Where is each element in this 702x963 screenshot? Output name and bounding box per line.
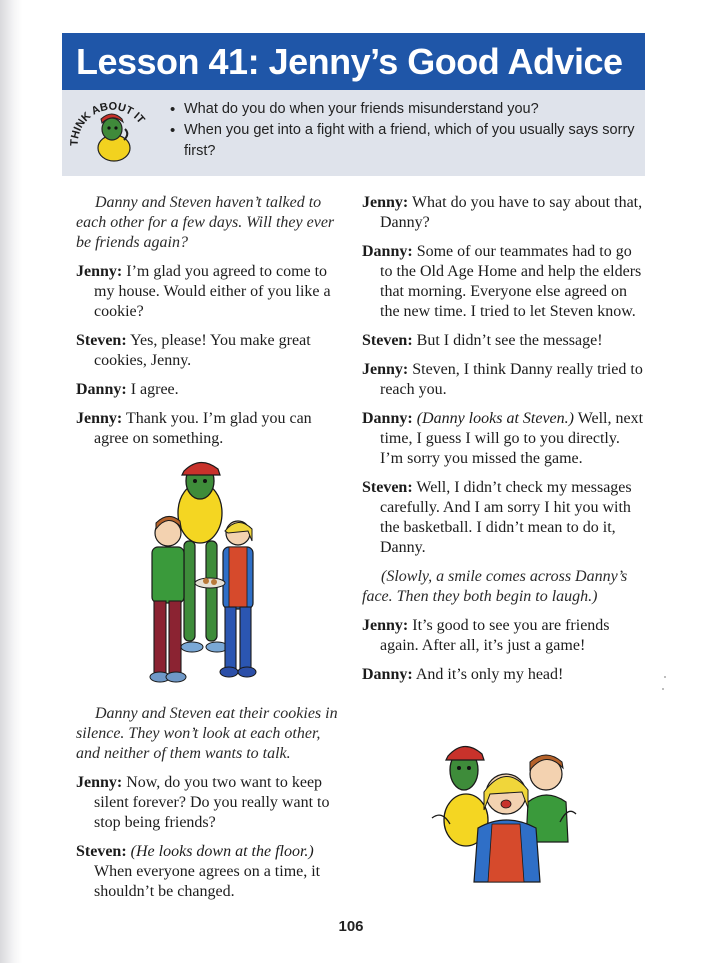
speaker-name: Jenny: [362,361,409,378]
think-question: • When you get into a fight with a friend, which of you usually says sorry first? [170,120,638,162]
left-column-lower [76,704,344,902]
dialogue-line [362,616,644,656]
dialogue-line [362,193,644,233]
dialogue-text: Some of our teammates had to go to the Old Age Home and help the elders that morning. Everyone else agreed on the new time. I tried to let Steven know. [380,243,642,320]
dialogue-text: Well, I didn’t check my messages carefully. And I am sorry I hit you with the basketball. I didn’t mean to do it, Danny. [380,479,632,556]
dialogue-text: What do you have to say about that, Danny? [380,194,643,231]
stage-direction: (Danny looks at Steven.) [416,410,574,427]
think-about-it-box [62,90,645,176]
speaker-name: Jenny: [362,194,409,211]
speaker-name: Steven: [76,843,127,860]
left-column [76,193,344,449]
dialogue-line [362,242,644,322]
dialogue-text: Yes, please! You make great cookies, Jenny. [94,332,311,369]
dialogue-text: And it’s only my head! [415,666,564,683]
speaker-name: Danny: [362,410,413,427]
dialogue-line [76,773,344,833]
dialogue-line [76,262,344,322]
characters-sharing-cookies-illustration [128,451,270,691]
dialogue-line [362,360,644,400]
speaker-name: Jenny: [76,774,123,791]
paper-speck [662,688,664,690]
dialogue-text: Thank you. I’m glad you can agree on something. [94,410,312,447]
dialogue-text: I’m glad you agreed to come to my house. Would either of you like a cookie? [94,263,331,320]
think-about-it-badge-icon [68,96,160,166]
dialogue-line [362,665,644,685]
page-binding-edge [0,0,22,963]
dialogue-line [362,409,644,469]
speaker-name: Danny: [362,243,413,260]
dialogue-text: Steven, I think Danny really tried to reach you. [380,361,643,398]
lesson-title: Lesson 41: Jenny’s Good Advice [76,40,623,82]
speaker-name: Steven: [362,479,413,496]
speaker-name: Jenny: [76,263,123,280]
speaker-name: Steven: [76,332,127,349]
stage-direction: (He looks down at the floor.) [130,843,314,860]
dialogue-text: Now, do you two want to keep silent forever? Do you really want to stop being friends? [94,774,330,831]
dialogue-text: I agree. [130,381,179,398]
paper-speck [664,676,666,678]
think-about-it-questions [170,99,638,162]
lesson-title-bar [62,33,645,90]
dialogue-line [76,842,344,902]
badge-label: THINK ABOUT IT [68,100,147,147]
intro-narration: Danny and Steven haven’t talked to each other for a few days. Will they ever be friends again? [76,194,335,251]
narration: (Slowly, a smile comes across Danny’s face. Then they both begin to laugh.) [362,568,628,605]
dialogue-text: When everyone agrees on a time, it shouldn’t be changed. [94,863,321,900]
mid-narration: Danny and Steven eat their cookies in silence. They won’t look at each other, and neither of them wants to talk. [76,705,338,762]
speaker-name: Jenny: [76,410,123,427]
right-column [362,193,644,685]
think-question: • What do you do when your friends misunderstand you? [170,99,638,120]
dialogue-line [76,409,344,449]
characters-laughing-illustration [426,732,584,892]
speaker-name: Jenny: [362,617,409,634]
speaker-name: Danny: [362,666,413,683]
dialogue-line [362,478,644,558]
dialogue-line [76,331,344,371]
dialogue-text: Well, next time, I guess I will go to you directly. I’m sorry you missed the game. [380,410,644,467]
page-number: 106 [338,918,364,935]
speaker-name: Steven: [362,332,413,349]
dialogue-text: It’s good to see you are friends again. After all, it’s just a game! [380,617,610,654]
dialogue-text: But I didn’t see the message! [416,332,603,349]
speaker-name: Danny: [76,381,127,398]
dialogue-line [362,331,644,351]
dialogue-line [76,380,344,400]
